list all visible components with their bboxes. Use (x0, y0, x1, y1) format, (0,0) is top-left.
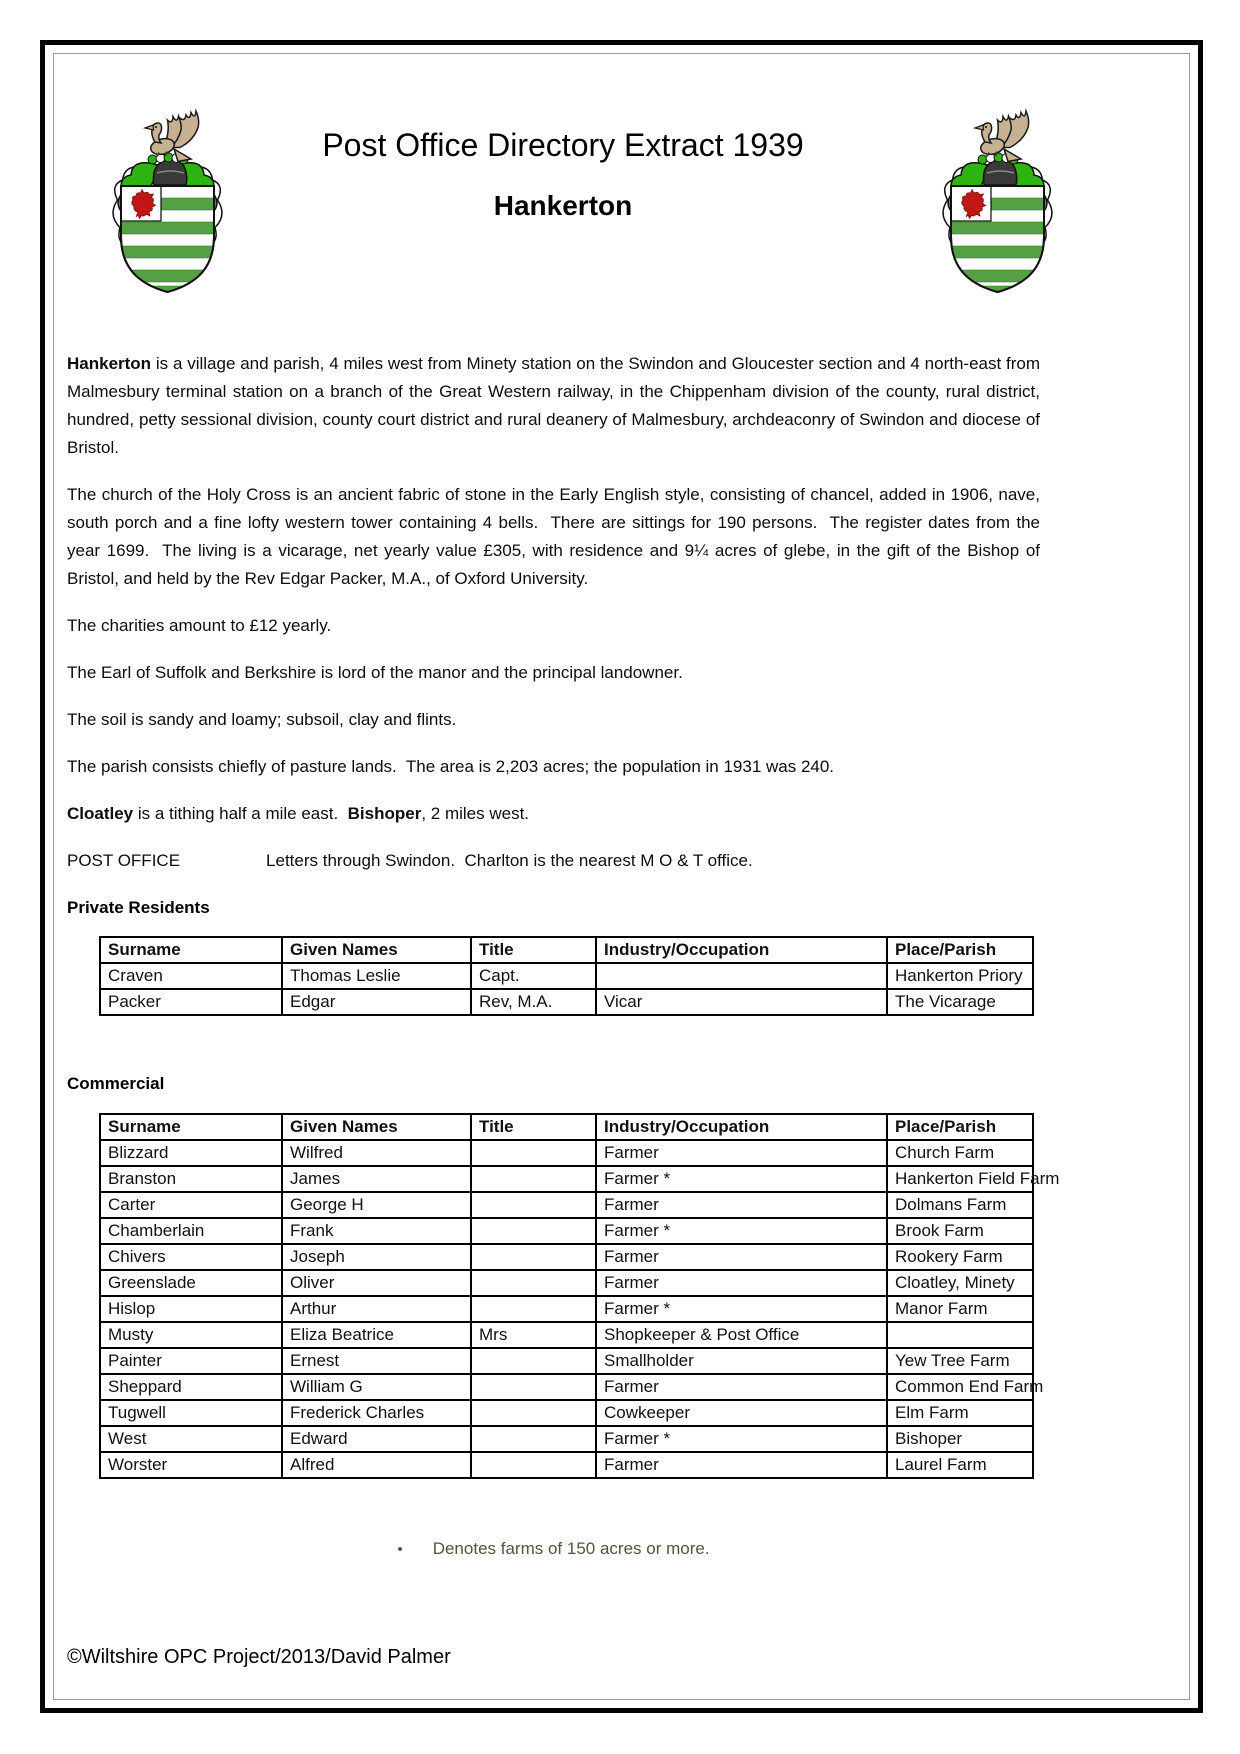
paragraph-text: Letters through Swindon. Charlton is the nearest M O & T office. (266, 851, 753, 870)
paragraph (67, 612, 1040, 640)
table-row (100, 1244, 1033, 1270)
paragraph-text: The Earl of Suffolk and Berkshire is lord of the manor and the principal landowner. (67, 663, 683, 682)
table-cell: Sheppard (100, 1374, 282, 1400)
table-cell (471, 1244, 596, 1270)
commercial-table (99, 1113, 1060, 1479)
table-row (100, 1270, 1033, 1296)
copyright-footer: ©Wiltshire OPC Project/2013/David Palmer (67, 1646, 451, 1668)
table-cell: Tugwell (100, 1400, 282, 1426)
private-residents-table (99, 936, 1034, 1016)
paragraph-text: The soil is sandy and loamy; subsoil, clay and flints. (67, 710, 457, 729)
page-subtitle: Hankerton (493, 190, 633, 221)
table-header-row (100, 937, 1033, 963)
table-row (100, 1192, 1033, 1218)
paragraph-text: Cloatley (67, 804, 134, 823)
table-cell (471, 1400, 596, 1426)
table-cell (471, 1452, 596, 1478)
table-cell (471, 1348, 596, 1374)
table-cell (887, 1322, 1033, 1348)
table-cell: Common End Farm (887, 1374, 1033, 1400)
table-cell: Dolmans Farm (887, 1192, 1033, 1218)
paragraph-text: is a tithing half a mile east. (133, 804, 348, 823)
table-cell: Farmer * (596, 1426, 887, 1452)
table-cell: Farmer (596, 1270, 887, 1296)
table-cell: Elm Farm (887, 1400, 1033, 1426)
bullet-icon: • (397, 1541, 403, 1558)
table-cell (471, 1296, 596, 1322)
table-cell (471, 1374, 596, 1400)
column-header: Place/Parish (887, 937, 1033, 963)
table-cell: Farmer * (596, 1296, 887, 1322)
table-cell: Farmer (596, 1374, 887, 1400)
column-header: Given Names (282, 1114, 471, 1140)
table-cell: Ernest (282, 1348, 471, 1374)
paragraph-text: The church of the Holy Cross is an ancient fabric of stone in the Early English style, consisting of chancel, added in 1906, nave, south porch and a fine lofty western tower containing 4 bells. There are sittings for 190 persons. The register dates from the year 1699. The living is a vicarage, net yearly value £305, with residence and 9¼ acres of glebe, in the gift of the Bishop of Bristol, and held by the Rev Edgar Packer, M.A., of Oxford University. (67, 485, 1040, 588)
table-cell: Edward (282, 1426, 471, 1452)
intro-paragraphs (67, 350, 1040, 875)
farm-size-footnote (67, 1537, 1040, 1562)
table-cell: Painter (100, 1348, 282, 1374)
table-cell (471, 1218, 596, 1244)
table-cell: Alfred (282, 1452, 471, 1478)
tab-gap (180, 865, 266, 866)
coat-of-arms-icon (935, 100, 1060, 295)
column-header: Title (471, 1114, 596, 1140)
table-cell: Smallholder (596, 1348, 887, 1374)
table-row (100, 1166, 1033, 1192)
paragraph (67, 481, 1040, 593)
table-cell: Rev, M.A. (471, 989, 596, 1015)
column-header: Surname (100, 1114, 282, 1140)
paragraph-text: , 2 miles west. (421, 804, 530, 823)
paragraph (67, 659, 1040, 687)
table-cell: Bishoper (887, 1426, 1033, 1452)
table-row (100, 1426, 1033, 1452)
table-cell: Wilfred (282, 1140, 471, 1166)
table-cell: The Vicarage (887, 989, 1033, 1015)
table-row (100, 1374, 1033, 1400)
table-cell: Chamberlain (100, 1218, 282, 1244)
table-cell (471, 1270, 596, 1296)
paragraph-text: Hankerton (67, 354, 152, 373)
table-cell: Farmer (596, 1140, 887, 1166)
table-cell: Vicar (596, 989, 887, 1015)
table-cell: George H (282, 1192, 471, 1218)
paragraph-text: The parish consists chiefly of pasture lands. The area is 2,203 acres; the population in 1931 was 240. (67, 757, 835, 776)
paragraph (67, 753, 1040, 781)
table-row (100, 1322, 1033, 1348)
table-cell: Hankerton Field Farm (887, 1166, 1033, 1192)
table-cell: Thomas Leslie (282, 963, 471, 989)
table-cell: Manor Farm (887, 1296, 1033, 1322)
table-cell (471, 1166, 596, 1192)
table-cell: Shopkeeper & Post Office (596, 1322, 887, 1348)
table-row (100, 1452, 1033, 1478)
column-header: Industry/Occupation (596, 1114, 887, 1140)
table-cell (596, 963, 887, 989)
table-cell: Capt. (471, 963, 596, 989)
table-row (100, 1140, 1033, 1166)
table-cell: Farmer (596, 1244, 887, 1270)
table-cell: Hankerton Priory (887, 963, 1033, 989)
table-cell: Brook Farm (887, 1218, 1033, 1244)
column-header: Place/Parish (887, 1114, 1033, 1140)
table-cell: Oliver (282, 1270, 471, 1296)
paragraph-text: Bishoper (347, 804, 422, 823)
table-cell: Church Farm (887, 1140, 1033, 1166)
table-cell: Cowkeeper (596, 1400, 887, 1426)
table-row (100, 963, 1033, 989)
table-row (100, 1400, 1033, 1426)
column-header: Given Names (282, 937, 471, 963)
table-cell (471, 1192, 596, 1218)
table-cell: Greenslade (100, 1270, 282, 1296)
table-cell: Frederick Charles (282, 1400, 471, 1426)
page-title: Post Office Directory Extract 1939 (322, 127, 804, 163)
paragraph (67, 800, 1040, 828)
table-row (100, 1218, 1033, 1244)
table-cell: Worster (100, 1452, 282, 1478)
table-cell: Mrs (471, 1322, 596, 1348)
table-cell: Blizzard (100, 1140, 282, 1166)
table-cell: Farmer * (596, 1166, 887, 1192)
table-cell: Branston (100, 1166, 282, 1192)
commercial-heading: Commercial (67, 1074, 165, 1093)
table-cell: Edgar (282, 989, 471, 1015)
table-cell: Hislop (100, 1296, 282, 1322)
paragraph-text: POST OFFICE (67, 851, 181, 870)
coat-of-arms-icon (105, 100, 230, 295)
table-cell: Cloatley, Minety (887, 1270, 1033, 1296)
table-cell: Chivers (100, 1244, 282, 1270)
table-cell: Packer (100, 989, 282, 1015)
table-cell: Arthur (282, 1296, 471, 1322)
table-cell: Laurel Farm (887, 1452, 1033, 1478)
table-cell: Musty (100, 1322, 282, 1348)
table-cell: William G (282, 1374, 471, 1400)
table-header-row (100, 1114, 1033, 1140)
paragraph-text: is a village and parish, 4 miles west from Minety station on the Swindon and Gloucester section and 4 north-east from Malmesbury terminal station on a branch of the Great Western railway, in the Chippenham division of the county, rural district, hundred, petty sessional division, county court district and rural deanery of Malmesbury, archdeaconry of Swindon and diocese of Bristol. (67, 354, 1040, 457)
document-body (67, 350, 1060, 1669)
private-residents-heading: Private Residents (67, 898, 210, 917)
table-cell: Joseph (282, 1244, 471, 1270)
table-cell: Frank (282, 1218, 471, 1244)
column-header: Industry/Occupation (596, 937, 887, 963)
footnote-text: Denotes farms of 150 acres or more. (432, 1539, 710, 1558)
table-cell: Eliza Beatrice (282, 1322, 471, 1348)
table-cell (471, 1426, 596, 1452)
table-cell: Yew Tree Farm (887, 1348, 1033, 1374)
column-header: Title (471, 937, 596, 963)
table-row (100, 1348, 1033, 1374)
paragraph-text: The charities amount to £12 yearly. (67, 616, 332, 635)
paragraph (67, 350, 1040, 462)
table-cell: Rookery Farm (887, 1244, 1033, 1270)
table-cell: Craven (100, 963, 282, 989)
table-cell: Farmer (596, 1452, 887, 1478)
table-cell: Carter (100, 1192, 282, 1218)
column-header: Surname (100, 937, 282, 963)
table-cell: James (282, 1166, 471, 1192)
table-cell: West (100, 1426, 282, 1452)
paragraph (67, 847, 1040, 875)
table-cell (471, 1140, 596, 1166)
table-cell: Farmer (596, 1192, 887, 1218)
table-row (100, 1296, 1033, 1322)
paragraph (67, 706, 1040, 734)
document-header (0, 0, 1240, 350)
table-row (100, 989, 1033, 1015)
table-cell: Farmer * (596, 1218, 887, 1244)
